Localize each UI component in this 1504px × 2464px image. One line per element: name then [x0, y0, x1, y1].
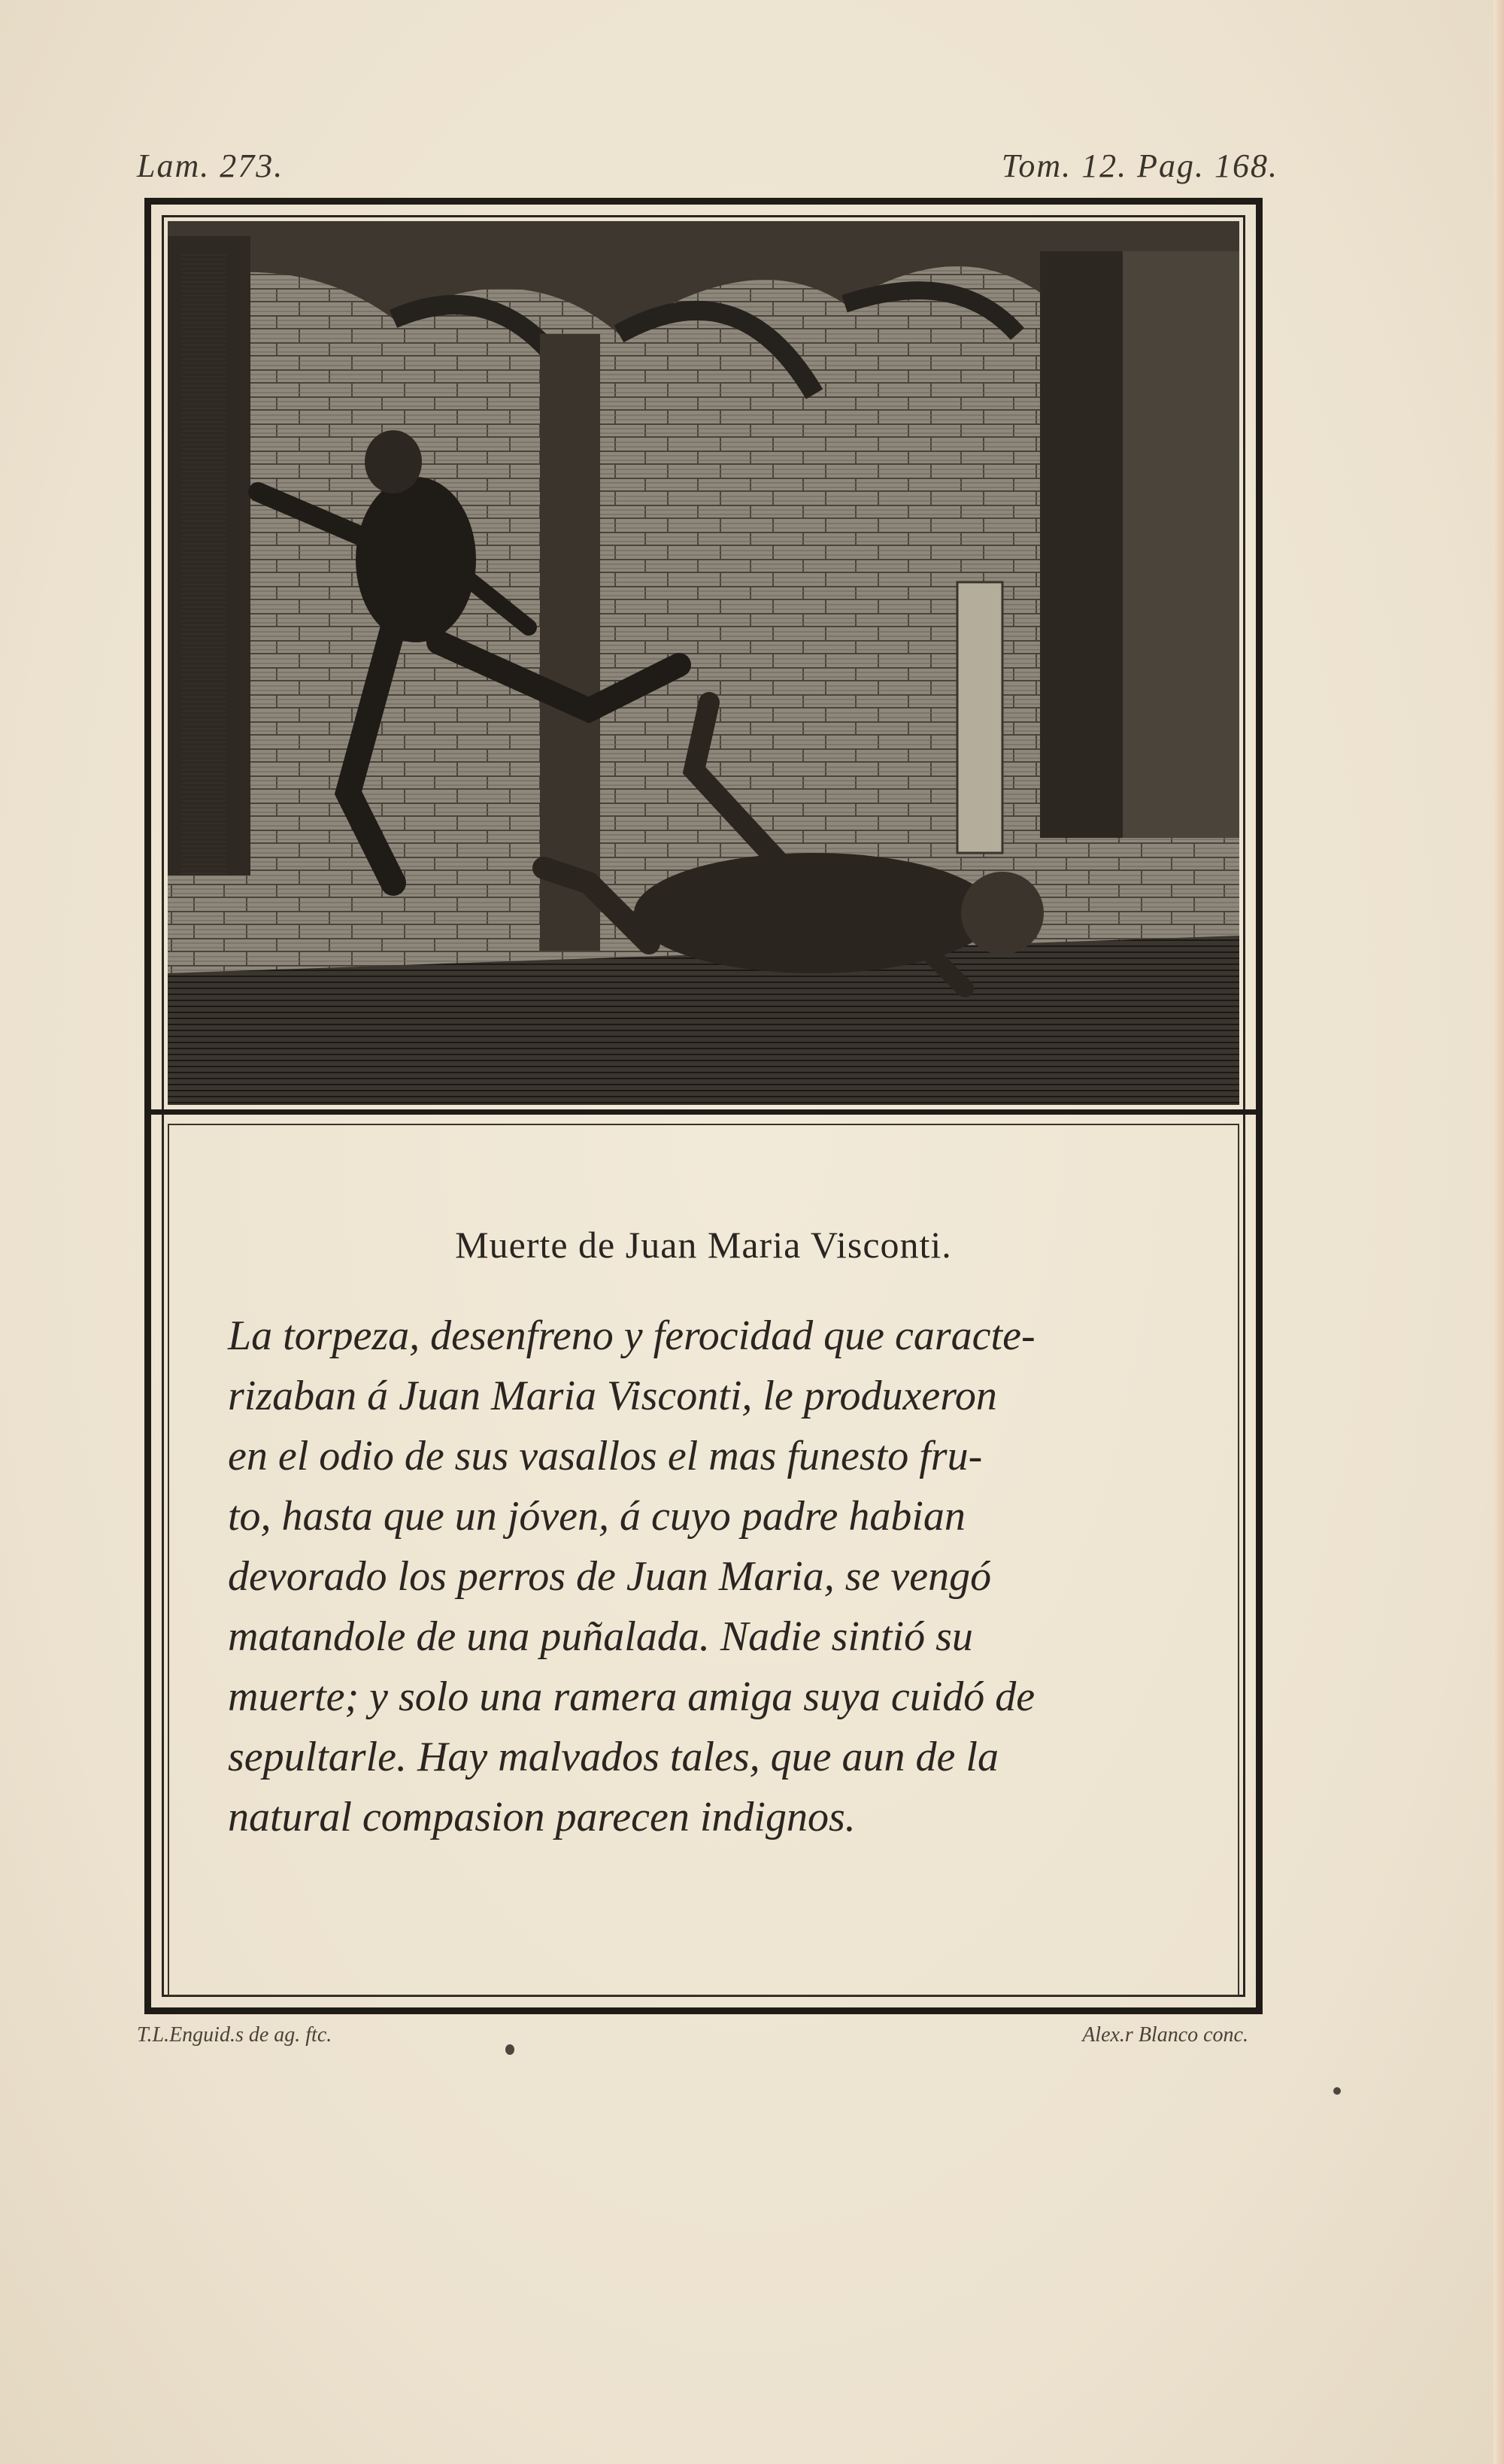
- doorway: [957, 582, 1002, 853]
- caption-line: devorado los perros de Juan Maria, se vengó: [228, 1553, 992, 1600]
- engraver-credit: T.L.Enguid.s de ag. ftc.: [137, 2023, 332, 2047]
- section-divider: [151, 1109, 1256, 1115]
- engraving-scene: [168, 221, 1239, 1105]
- caption-title: Muerte de Juan Maria Visconti.: [455, 1224, 952, 1266]
- caption-line: matandole de una puñalada. Nadie sintió su: [228, 1613, 973, 1660]
- plate-number: Lam. 273.: [137, 147, 284, 184]
- ink-spot: [1333, 2087, 1341, 2095]
- caption-text: [228, 1306, 1208, 1847]
- right-column: [1040, 251, 1123, 928]
- caption-line: sepultarle. Hay malvados tales, que aun de la: [228, 1734, 999, 1780]
- caption-line: natural compasion parecen indignos.: [228, 1794, 856, 1840]
- caption-line: rizaban á Juan Maria Visconti, le produxeron: [228, 1373, 997, 1419]
- plate-frame: [144, 198, 1263, 2014]
- artist-credit: Alex.r Blanco conc.: [1082, 2023, 1248, 2047]
- caption-line: to, hasta que un jóven, á cuyo padre habian: [228, 1493, 966, 1540]
- tome-page-reference: Tom. 12. Pag. 168.: [1001, 147, 1278, 184]
- caption-line: en el odio de sus vasallos el mas funesto fru-: [228, 1433, 983, 1479]
- caption-line: La torpeza, desenfreno y ferocidad que caracte-: [228, 1312, 1036, 1359]
- caption-line: muerte; y solo una ramera amiga suya cuidó de: [228, 1674, 1036, 1720]
- caption-panel: [168, 1124, 1239, 1996]
- ink-spot: [505, 2044, 514, 2055]
- engraving-illustration: [168, 221, 1239, 1105]
- paper-edge: [1493, 0, 1504, 2464]
